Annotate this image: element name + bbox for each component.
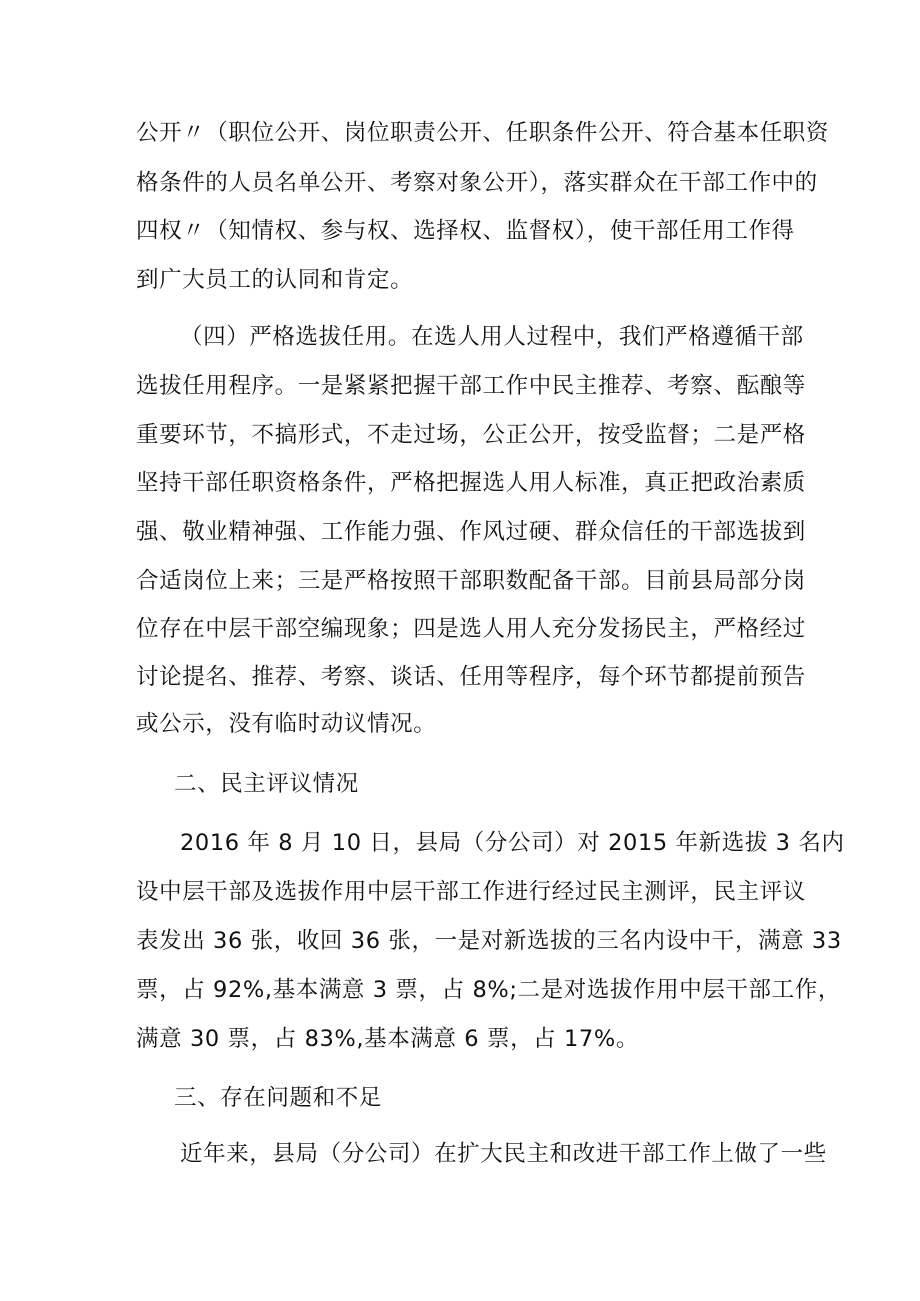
text-line: 满意 30 票，占 83%,基本满意 6 票，占 17%。: [136, 1026, 639, 1052]
text-line: 到广大员工的认同和肯定。: [136, 267, 414, 293]
text-line: 表发出 36 张，收回 36 张，一是对新选拔的三名内设中干，满意 33: [136, 928, 842, 954]
text-line: 公开〃（职位公开、岗位职责公开、任职条件公开、符合基本任职资: [136, 120, 830, 146]
text-line: 近年来，县局（分公司）在扩大民主和改进干部工作上做了一些: [180, 1141, 827, 1167]
text-line: 选拔任用程序。一是紧紧把握干部工作中民主推荐、考察、酝酿等: [136, 373, 806, 399]
text-line: 合适岗位上来；三是严格按照干部职数配备干部。目前县局部分岗: [136, 568, 806, 594]
text-line: 2016 年 8 月 10 日，县局（分公司）对 2015 年新选拔 3 名内: [180, 830, 845, 856]
text-line: 或公示，没有临时动议情况。: [136, 711, 437, 737]
text-line: 设中层干部及选拔作用中层干部工作进行经过民主测评，民主评议: [136, 879, 806, 905]
text-line: 位存在中层干部空编现象；四是选人用人充分发扬民主，严格经过: [136, 616, 806, 642]
text-line: 坚持干部任职资格条件，严格把握选人用人标准，真正把政治素质: [136, 470, 806, 496]
text-line: 票，占 92%,基本满意 3 票，占 8%;二是对选拔作用中层干部工作，: [136, 977, 841, 1003]
text-line: 讨论提名、推荐、考察、谈话、任用等程序，每个环节都提前预告: [136, 664, 806, 690]
section-heading: 三、存在问题和不足: [174, 1085, 382, 1111]
text-line: 强、敬业精神强、工作能力强、作风过硬、群众信任的干部选拔到: [136, 519, 806, 545]
text-line: 格条件的人员名单公开、考察对象公开），落实群众在干部工作中的: [136, 170, 818, 196]
text-line: 四权〃（知情权、参与权、选择权、监督权），使干部任用工作得: [136, 218, 795, 244]
section-heading: 二、民主评议情况: [174, 771, 359, 797]
text-line: 重要环节，不搞形式，不走过场，公正公开，按受监督；二是严格: [136, 422, 806, 448]
text-line: （四）严格选拔任用。在选人用人过程中，我们严格遵循干部: [180, 324, 804, 350]
